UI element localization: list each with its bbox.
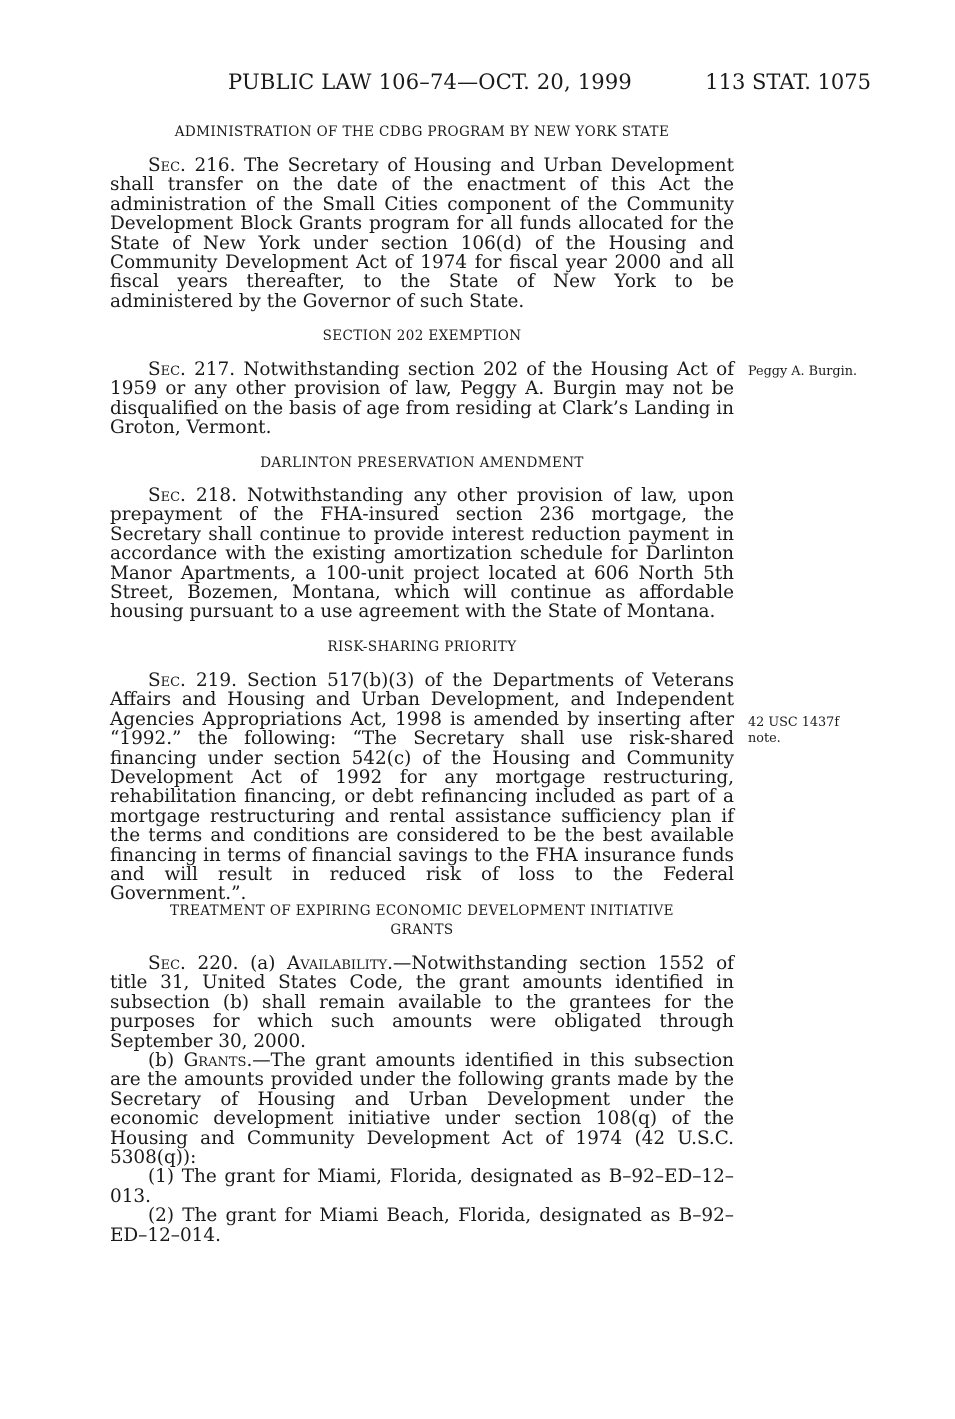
subsection-marker: (b) — [148, 1050, 184, 1072]
section-216-body — [110, 156, 734, 311]
section-heading: RISK-SHARING PRIORITY — [327, 639, 517, 655]
section-text — [110, 486, 734, 622]
section-220 — [140, 902, 704, 940]
section-218 — [110, 455, 734, 471]
section-heading: SECTION 202 EXEMPTION — [322, 328, 522, 344]
section-text — [110, 156, 734, 311]
margin-note-line: 42 USC 1437f — [748, 715, 840, 730]
section-label: Sec. — [148, 359, 186, 380]
grant-item-2: (2) The grant for Miami Beach, Florida, designated as B–92–ED–12–014. — [110, 1205, 734, 1246]
section-label: Sec. — [148, 155, 186, 176]
section-label: Sec. — [148, 485, 186, 506]
section-body: Notwithstanding section 202 of the Housing Act of 1959 or any other provision of law, Peggy A. Burgin may not be disqualified on the basis of age from residing at Clark’s Landing in Groton, Vermont. — [110, 359, 734, 439]
subsection-marker: (a) — [238, 953, 288, 974]
subsection-label: Availability — [287, 953, 388, 974]
section-220-body — [110, 954, 734, 1245]
section-heading: ADMINISTRATION OF THE CDBG PROGRAM BY NEW YORK STATE — [174, 124, 670, 140]
subsection-label: Grants — [183, 1050, 247, 1072]
section-219-body — [110, 671, 734, 904]
section-label: Sec. — [148, 953, 186, 974]
section-heading: DARLINTON PRESERVATION AMENDMENT — [260, 455, 584, 471]
section-body: The Secretary of Housing and Urban Development shall transfer on the date of the enactment of this Act the administration of the Small Cities component of the Community Development Block Grants program for all funds allocated for the State of New York under section 106(d) of the Housing and Community Development Act of 1974 for fiscal year 2000 and all fiscal years thereafter, to the State of New York to be administered by the Governor of such State. — [110, 155, 734, 312]
section-text — [110, 360, 734, 438]
section-text — [110, 671, 734, 904]
subsection-body: .—The grant amounts identified in this subsection are the amounts provided under the following grants made by the Secretary of Housing and Urban Development under the economic development initiative under section 108(q) of the Housing and Community Development Act of 1974 (42 U.S.C. 5308(q)): — [110, 1050, 734, 1169]
section-label: Sec. — [148, 670, 186, 691]
section-heading: TREATMENT OF EXPIRING ECONOMIC DEVELOPMENT INITIATIVE GRANTS — [170, 903, 674, 938]
margin-note-peggy-burgin: Peggy A. Burgin. — [748, 364, 858, 379]
subsection-a — [110, 954, 734, 1051]
section-217 — [110, 328, 734, 344]
section-number: 220. — [185, 953, 239, 974]
section-218-body — [110, 486, 734, 622]
grant-item-1: (1) The grant for Miami, Florida, designated as B–92–ED–12–013. — [110, 1166, 734, 1207]
law-title-header: PUBLIC LAW 106–74—OCT. 20, 1999 — [228, 70, 632, 94]
section-217-body — [110, 360, 734, 438]
section-number: 217. — [185, 359, 236, 380]
subsection-b — [110, 1051, 734, 1167]
margin-note-usc-citation — [748, 715, 839, 747]
section-body: Section 517(b)(3) of the Departments of Veterans Affairs and Housing and Urban Development, and Independent Agencies Appropriations Act, 1998 is amended by inserting after “1992.” the following: “The Secretary shall use risk-shared financing under section 542(c) of the Housing and Community Development Act of 1992 for any mortgage restructuring, rehabilitation financing, or debt refinancing included as part of a mortgage restructuring and rental assistance sufficiency plan if the terms and conditions are considered to be the best available financing in terms of financial savings to the FHA insurance funds and will result in reduced risk of loss to the Federal Government.”. — [110, 670, 735, 905]
section-number: 218. — [185, 485, 237, 506]
stat-page-reference: 113 STAT. 1075 — [705, 70, 871, 94]
section-number: 216. — [185, 155, 236, 176]
section-216 — [110, 124, 734, 140]
subsection-body: .—Notwithstanding section 1552 of title 31, United States Code, the grant amounts identified in subsection (b) shall remain available to the grantees for the purposes for which such amounts were obligated through September 30, 2000. — [110, 953, 734, 1052]
section-219 — [110, 639, 734, 655]
section-number: 219. — [185, 670, 237, 691]
margin-note-line: note. — [748, 731, 781, 746]
section-body: Notwithstanding any other provision of law, upon prepayment of the FHA-insured section 236 mortgage, the Secretary shall continue to provide interest reduction payment in accordance with the existing amortization schedule for Darlinton Manor Apartments, a 100-unit project located at 606 North 5th Street, Bozemen, Montana, which will continue as affordable housing pursuant to a use agreement with the State of Montana. — [110, 485, 734, 623]
